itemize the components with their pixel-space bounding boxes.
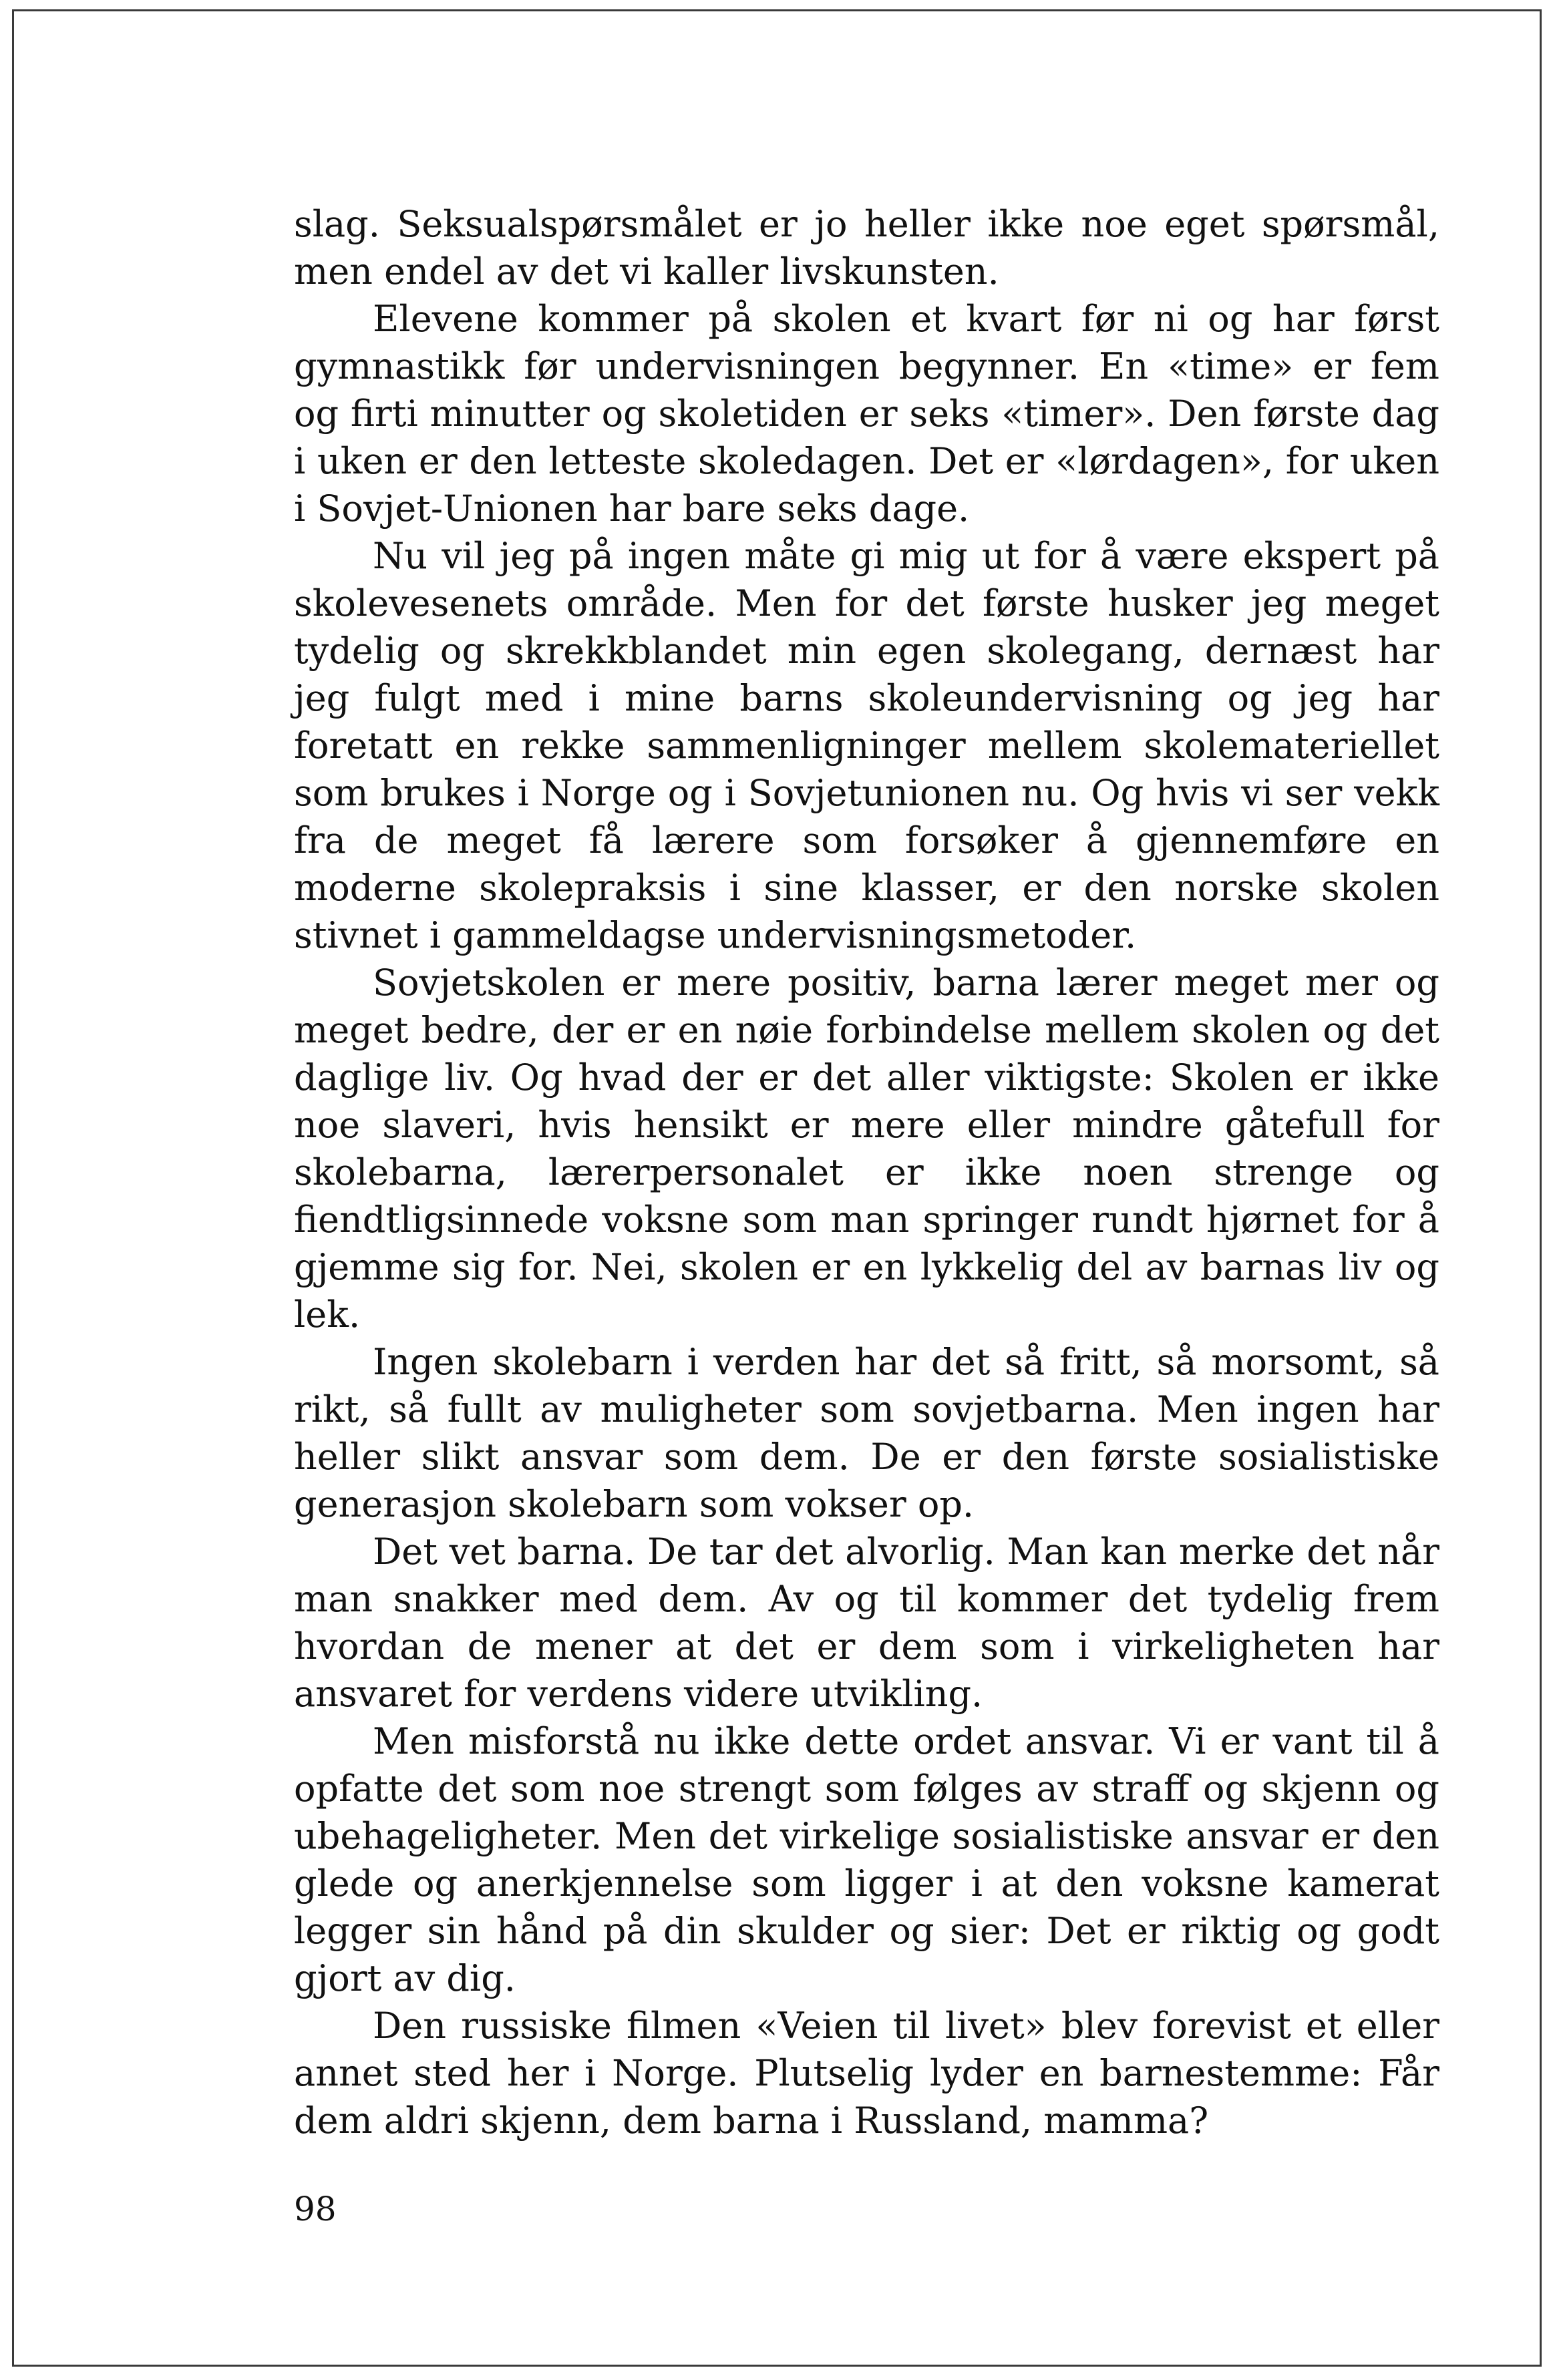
paragraph-5: Ingen skolebarn i verden har det så fritt, så morsomt, så rikt, så fullt av muligheter som sovjetbarna. Men ingen har heller slikt ansvar som dem. De er den første sosialistiske generasjon skolebarn som vokser op. xyxy=(294,1341,1439,1525)
paragraph-6: Det vet barna. De tar det alvorlig. Man kan merke det når man snakker med dem. Av og til kommer det tydelig frem hvordan de mener at det er dem som i virkeligheten har ansvaret for verdens videre utvikling. xyxy=(294,1531,1439,1715)
paragraph-3: Nu vil jeg på ingen måte gi mig ut for å være ekspert på skolevesenets område. Men for det første husker jeg meget tydelig og skrekkblandet min egen skolegang, dernæst har jeg fulgt med i mine barns skoleundervisning og jeg har foretatt en rekke sammenligninger mellem skolemateriellet som brukes i Norge og i Sovjetunionen nu. Og hvis vi ser vekk fra de meget få lærere som forsøker å gjennemføre en moderne skolepraksis i sine klasser, er den norske skolen stivnet i gammeldagse undervisningsmetoder. xyxy=(294,535,1439,956)
paragraph-1: slag. Seksualspørsmålet er jo heller ikke noe eget spørsmål, men endel av det vi kaller livskunsten. xyxy=(294,203,1439,292)
paragraph-7: Men misforstå nu ikke dette ordet ansvar. Vi er vant til å opfatte det som noe strengt som følges av straff og skjenn og ubehageligheter. Men det virkelige sosialistiske ansvar er den glede og anerkjennelse som ligger i at den voksne kamerat legger sin hånd på din skulder og sier: Det er riktig og godt gjort av dig. xyxy=(294,1720,1439,1999)
page-number: 98 xyxy=(294,2190,337,2228)
body-text xyxy=(294,200,1439,2144)
paragraph-2: Elevene kommer på skolen et kvart før ni og har først gymnastikk før undervisningen begynner. En «time» er fem og firti minutter og skoletiden er seks «timer». Den første dag i uken er den letteste skoledagen. Det er «lørdagen», for uken i Sovjet-Unionen har bare seks dage. xyxy=(294,298,1439,530)
paragraph-4: Sovjetskolen er mere positiv, barna lærer meget mer og meget bedre, der er en nøie forbindelse mellem skolen og det daglige liv. Og hvad der er det aller viktigste: Skolen er ikke noe slaveri, hvis hensikt er mere eller mindre gåtefull for skolebarna, lærerpersonalet er ikke noen strenge og fiendtligsinnede voksne som man springer rundt hjørnet for å gjemme sig for. Nei, skolen er en lykkelig del av barnas liv og lek. xyxy=(294,962,1439,1336)
paragraph-8: Den russiske filmen «Veien til livet» blev forevist et eller annet sted her i Norge. Plutselig lyder en barnestemme: Får dem aldri skjenn, dem barna i Russland, mamma? xyxy=(294,2005,1439,2142)
